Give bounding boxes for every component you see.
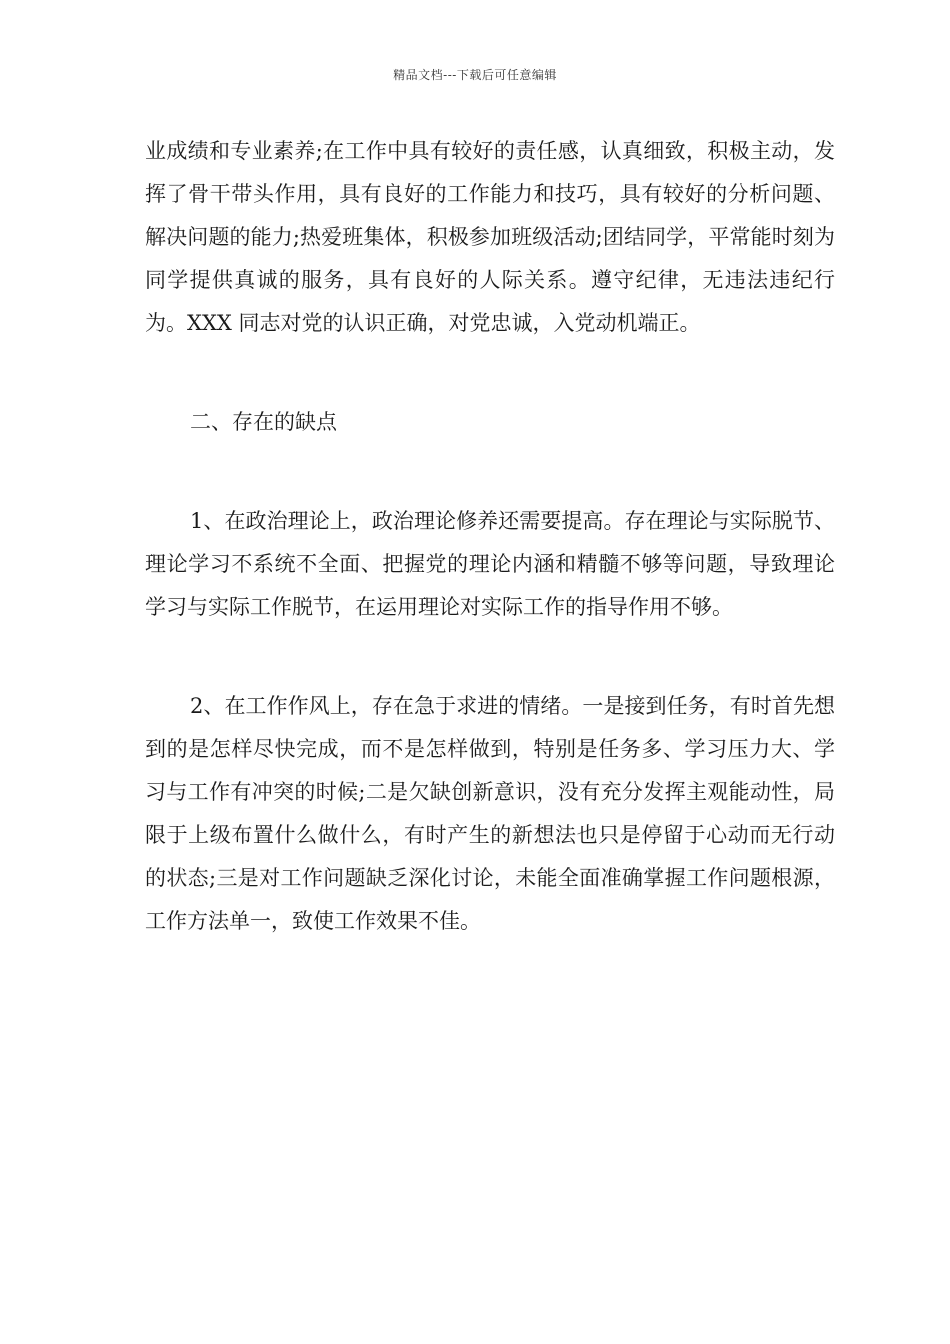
section-heading: 二、存在的缺点 bbox=[190, 410, 337, 434]
spacer bbox=[145, 345, 835, 401]
spacer bbox=[145, 629, 835, 685]
paragraph-continuation: 业成绩和专业素养;在工作中具有较好的责任感，认真细致，积极主动，发挥了骨干带头作用，具有良好的工作能力和技巧，具有较好的分析问题、解决问题的能力;热爱班集体，积极参加班级活动;团结同学，平常能时刻为同学提供真诚的服务，具有良好的人际关系。遵守纪律，无违法违纪行为。XXX 同志对党的认识正确，对党忠诚，入党动机端正。 bbox=[145, 139, 835, 335]
spacer bbox=[145, 444, 835, 500]
document-body bbox=[145, 130, 835, 943]
page-header: 精品文档---下载后可任意编辑 bbox=[393, 68, 557, 82]
paragraph-item-1: 1、在政治理论上，政治理论修养还需要提高。存在理论与实际脱节、理论学习不系统不全面、把握党的理论内涵和精髓不够等问题，导致理论学习与实际工作脱节，在运用理论对实际工作的指导作用不够。 bbox=[145, 509, 835, 619]
paragraph-item-2: 2、在工作作风上，存在急于求进的情绪。一是接到任务，有时首先想到的是怎样尽快完成，而不是怎样做到，特别是任务多、学习压力大、学习与工作有冲突的时候;二是欠缺创新意识，没有充分发挥主观能动性，局限于上级布置什么做什么，有时产生的新想法也只是停留于心动而无行动的状态;三是对工作问题缺乏深化讨论，未能全面准确掌握工作问题根源，工作方法单一，致使工作效果不佳。 bbox=[145, 694, 835, 933]
